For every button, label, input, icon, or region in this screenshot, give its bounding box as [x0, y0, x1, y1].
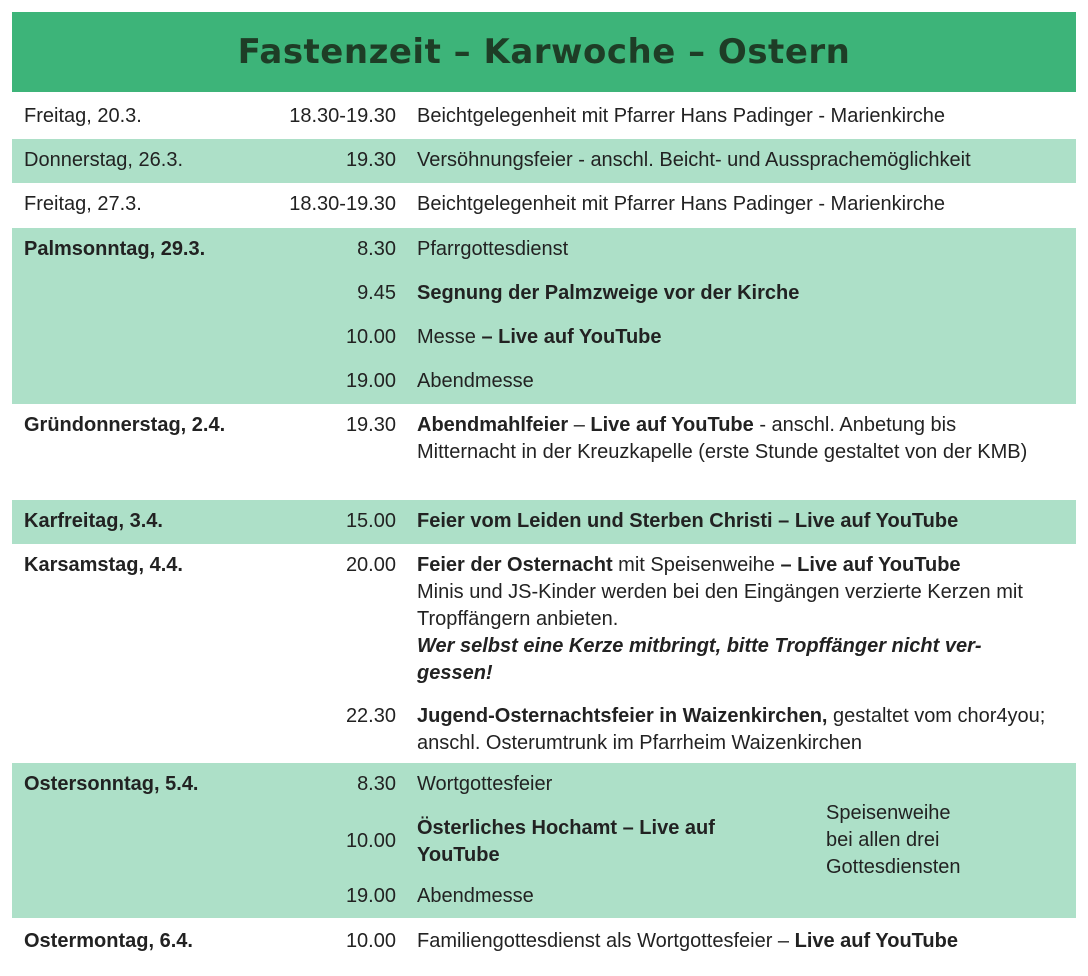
schedule-row: [12, 404, 1076, 500]
schedule-row: [12, 139, 1076, 183]
day-label: Freitag, 20.3.: [24, 105, 142, 127]
schedule-row: [12, 95, 1076, 138]
side-note: Speisenweihe bei allen drei Gottesdiensten: [826, 802, 961, 878]
event-description: Familiengottesdienst als Wortgottesfeier – Live auf YouTube: [417, 930, 958, 952]
day-label: Freitag, 27.3.: [24, 193, 142, 215]
day-label: Gründonnerstag, 2.4.: [24, 414, 226, 436]
time-label: 22.30: [345, 705, 396, 727]
time-label: 8.30: [357, 773, 396, 795]
schedule-row: [12, 544, 1076, 762]
day-label: Karfreitag, 3.4.: [24, 510, 163, 532]
time-label: 15.00: [345, 510, 396, 532]
schedule-row: [12, 183, 1076, 227]
event-description: Abendmesse: [417, 885, 534, 907]
time-label: 19.30: [345, 414, 396, 436]
event-description: Versöhnungsfeier - anschl. Beicht- und Aussprachemöglichkeit: [417, 149, 971, 171]
event-description: Beichtgelegenheit mit Pfarrer Hans Padinger - Marienkirche: [417, 105, 946, 127]
event-description: Abendmesse: [417, 370, 534, 392]
day-label: Ostersonntag, 5.4.: [24, 773, 199, 795]
time-label: 9.45: [357, 282, 396, 304]
time-label: 18.30-19.30: [289, 105, 396, 127]
event-description: Feier vom Leiden und Sterben Christi – Live auf YouTube: [417, 510, 959, 532]
time-label: 8.30: [357, 238, 396, 260]
schedule-row: [12, 228, 1076, 404]
time-label: 10.00: [345, 326, 396, 348]
event-description: Pfarrgottesdienst: [417, 238, 569, 260]
header-banner: [12, 12, 1076, 92]
schedule-row: [12, 763, 1076, 918]
event-description: Feier der Osternacht mit Speisenweihe – Live auf YouTube Minis und JS-Kinder werden bei den Eingängen verzierte Kerzen mit Tropffängern anbieten. Wer selbst eine Kerze mitbringt, bitte Tropffänger nicht ver-gessen!: [417, 554, 1023, 684]
event-description: Abendmahlfeier – Live auf YouTube - anschl. Anbetung bis Mitternacht in der Kreuzkapelle (erste Stunde gestaltet von der KMB): [417, 414, 1028, 463]
day-label: Karsamstag, 4.4.: [24, 554, 183, 576]
event-description: Wortgottesfeier: [417, 773, 553, 795]
time-label: 10.00: [345, 830, 396, 852]
event-description: Segnung der Palmzweige vor der Kirche: [417, 282, 800, 304]
time-label: 20.00: [345, 554, 396, 576]
time-label: 19.00: [345, 885, 396, 907]
event-description: Beichtgelegenheit mit Pfarrer Hans Padinger - Marienkirche: [417, 193, 946, 215]
day-label: Ostermontag, 6.4.: [24, 930, 193, 952]
event-description: Jugend-Osternachtsfeier in Waizenkirchen, gestaltet vom chor4you; anschl. Osterumtrunk im Pfarrheim Waizenkirchen: [417, 705, 1046, 754]
day-label: Palmsonntag, 29.3.: [24, 238, 206, 260]
schedule-row: [12, 500, 1076, 544]
event-description: Österliches Hochamt – Live auf YouTube: [417, 817, 715, 866]
schedule-row: [12, 918, 1076, 968]
time-label: 19.30: [345, 149, 396, 171]
time-label: 10.00: [345, 930, 396, 952]
event-description: Messe – Live auf YouTube: [417, 326, 662, 348]
page-title: Fastenzeit – Karwoche – Ostern: [237, 32, 851, 72]
time-label: 18.30-19.30: [289, 193, 396, 215]
day-label: Donnerstag, 26.3.: [24, 149, 183, 171]
time-label: 19.00: [345, 370, 396, 392]
